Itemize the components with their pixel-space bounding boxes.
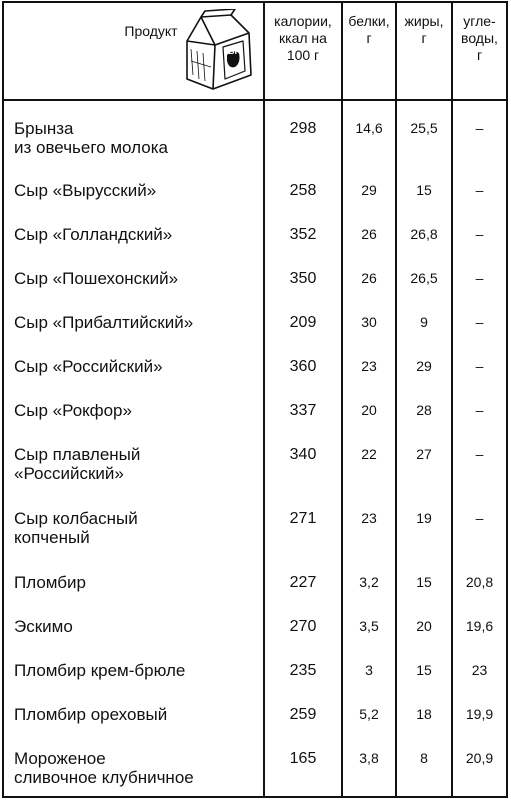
product-name — [14, 119, 264, 157]
protein-value: 29 — [361, 182, 377, 198]
fat-value: 15 — [416, 182, 432, 198]
product-name-line: Сыр колбасный — [14, 509, 138, 528]
product-name — [14, 313, 264, 332]
carton-label: BK — [228, 46, 241, 56]
protein-value: 3,8 — [359, 750, 379, 766]
carbs-value: 20,8 — [465, 574, 494, 590]
product-name-line: Сыр «Российский» — [14, 357, 163, 376]
carbs-value: – — [475, 358, 484, 374]
header-protein — [343, 13, 395, 109]
calories-value: 350 — [289, 270, 317, 287]
fat-value: 15 — [416, 574, 432, 590]
protein-value: 14,6 — [355, 120, 383, 136]
protein-value: 23 — [361, 358, 377, 374]
calories-value: 298 — [289, 120, 317, 137]
product-name-line: «Российский» — [14, 464, 124, 483]
calories-value: 270 — [289, 618, 317, 635]
header-carbs-line: угле- — [463, 13, 496, 29]
product-name — [14, 749, 264, 787]
protein-value: 23 — [361, 510, 377, 526]
carbs-value: – — [475, 270, 484, 286]
product-name-line: Сыр плавленый — [14, 445, 141, 464]
product-name — [14, 225, 264, 244]
fat-value: 26,8 — [410, 226, 438, 242]
product-name-line: Пломбир крем-брюле — [14, 661, 186, 680]
calories-value: 337 — [289, 402, 317, 419]
fat-value: 19 — [416, 510, 432, 526]
product-name-line: Сыр «Рокфор» — [14, 401, 132, 420]
protein-value: 3 — [365, 662, 373, 678]
protein-value: 22 — [361, 446, 377, 462]
calories-value: 259 — [289, 706, 317, 723]
carbs-value: – — [475, 120, 484, 136]
product-name-line: Мороженое — [14, 749, 106, 768]
product-name — [14, 509, 264, 547]
carbs-value: 19,9 — [465, 706, 494, 722]
product-name — [14, 181, 264, 200]
header-product-label: Продукт — [124, 23, 178, 39]
calories-value: 227 — [289, 574, 317, 591]
carbs-value: – — [475, 182, 484, 198]
product-name-line: Эскимо — [14, 617, 73, 636]
protein-value: 3,2 — [359, 574, 379, 590]
fat-value: 26,5 — [410, 270, 438, 286]
header-calories — [265, 13, 341, 109]
header-protein-line: г — [366, 30, 372, 46]
protein-value: 20 — [361, 402, 377, 418]
fat-value: 25,5 — [410, 120, 438, 136]
product-name-line: копченый — [14, 528, 90, 547]
carbs-value: – — [475, 314, 484, 330]
product-name — [14, 705, 264, 724]
calories-value: 360 — [289, 358, 317, 375]
product-name — [14, 357, 264, 376]
header-calories-line: 100 г — [286, 47, 320, 63]
protein-value: 3,5 — [359, 618, 379, 634]
nutrition-table — [2, 1, 508, 798]
product-name-line: Сыр «Прибалтийский» — [14, 313, 194, 332]
product-name-line: Брынза — [14, 119, 74, 138]
protein-value: 26 — [361, 270, 377, 286]
product-name-line: сливочное клубничное — [14, 768, 194, 787]
header-fat-line: г — [421, 30, 427, 46]
header-calories-line: ккал на — [279, 30, 327, 46]
fat-value: 29 — [416, 358, 432, 374]
carbs-value: – — [475, 226, 484, 242]
carbs-value: 20,9 — [465, 750, 494, 766]
fat-value: 8 — [420, 750, 428, 766]
product-name — [14, 661, 264, 680]
protein-value: 5,2 — [359, 706, 379, 722]
calories-value: 235 — [289, 662, 317, 679]
header-product — [116, 23, 186, 40]
protein-value: 26 — [361, 226, 377, 242]
product-name-line: из овечьего молока — [14, 138, 168, 157]
product-name-line: Пломбир — [14, 573, 86, 592]
product-name-line: Сыр «Голландский» — [14, 225, 173, 244]
fat-value: 18 — [416, 706, 432, 722]
product-name-line: Пломбир ореховый — [14, 705, 168, 724]
calories-value: 165 — [289, 750, 317, 767]
carbs-value: – — [475, 510, 484, 526]
header-carbs-line: г — [476, 47, 483, 63]
milk-carton-icon — [179, 9, 259, 95]
fat-value: 27 — [416, 446, 432, 462]
header-carbs-line: воды, — [461, 30, 498, 46]
carbs-value: 23 — [471, 662, 488, 678]
header-fat-line: жиры, — [404, 13, 444, 29]
fat-value: 28 — [416, 402, 432, 418]
header-carbs — [453, 13, 506, 109]
protein-value: 30 — [361, 314, 377, 330]
carbs-value: – — [475, 446, 484, 462]
product-name — [14, 401, 264, 420]
calories-value: 209 — [289, 314, 317, 331]
calories-value: 271 — [289, 510, 317, 527]
product-name-line: Сыр «Вырусский» — [14, 181, 157, 200]
carbs-value: – — [475, 402, 484, 418]
fat-value: 9 — [420, 314, 428, 330]
product-name — [14, 269, 264, 288]
product-name-line: Сыр «Пошехонский» — [14, 269, 179, 288]
calories-value: 352 — [289, 226, 317, 243]
product-name — [14, 445, 264, 483]
product-name — [14, 573, 264, 592]
fat-value: 15 — [416, 662, 432, 678]
header-protein-line: белки, — [348, 13, 390, 29]
carbs-value: 19,6 — [465, 618, 494, 634]
calories-value: 258 — [289, 182, 317, 199]
header-calories-line: калории, — [274, 13, 332, 29]
product-name — [14, 617, 264, 636]
fat-value: 20 — [416, 618, 432, 634]
calories-value: 340 — [289, 446, 317, 463]
header-fat — [397, 13, 451, 109]
